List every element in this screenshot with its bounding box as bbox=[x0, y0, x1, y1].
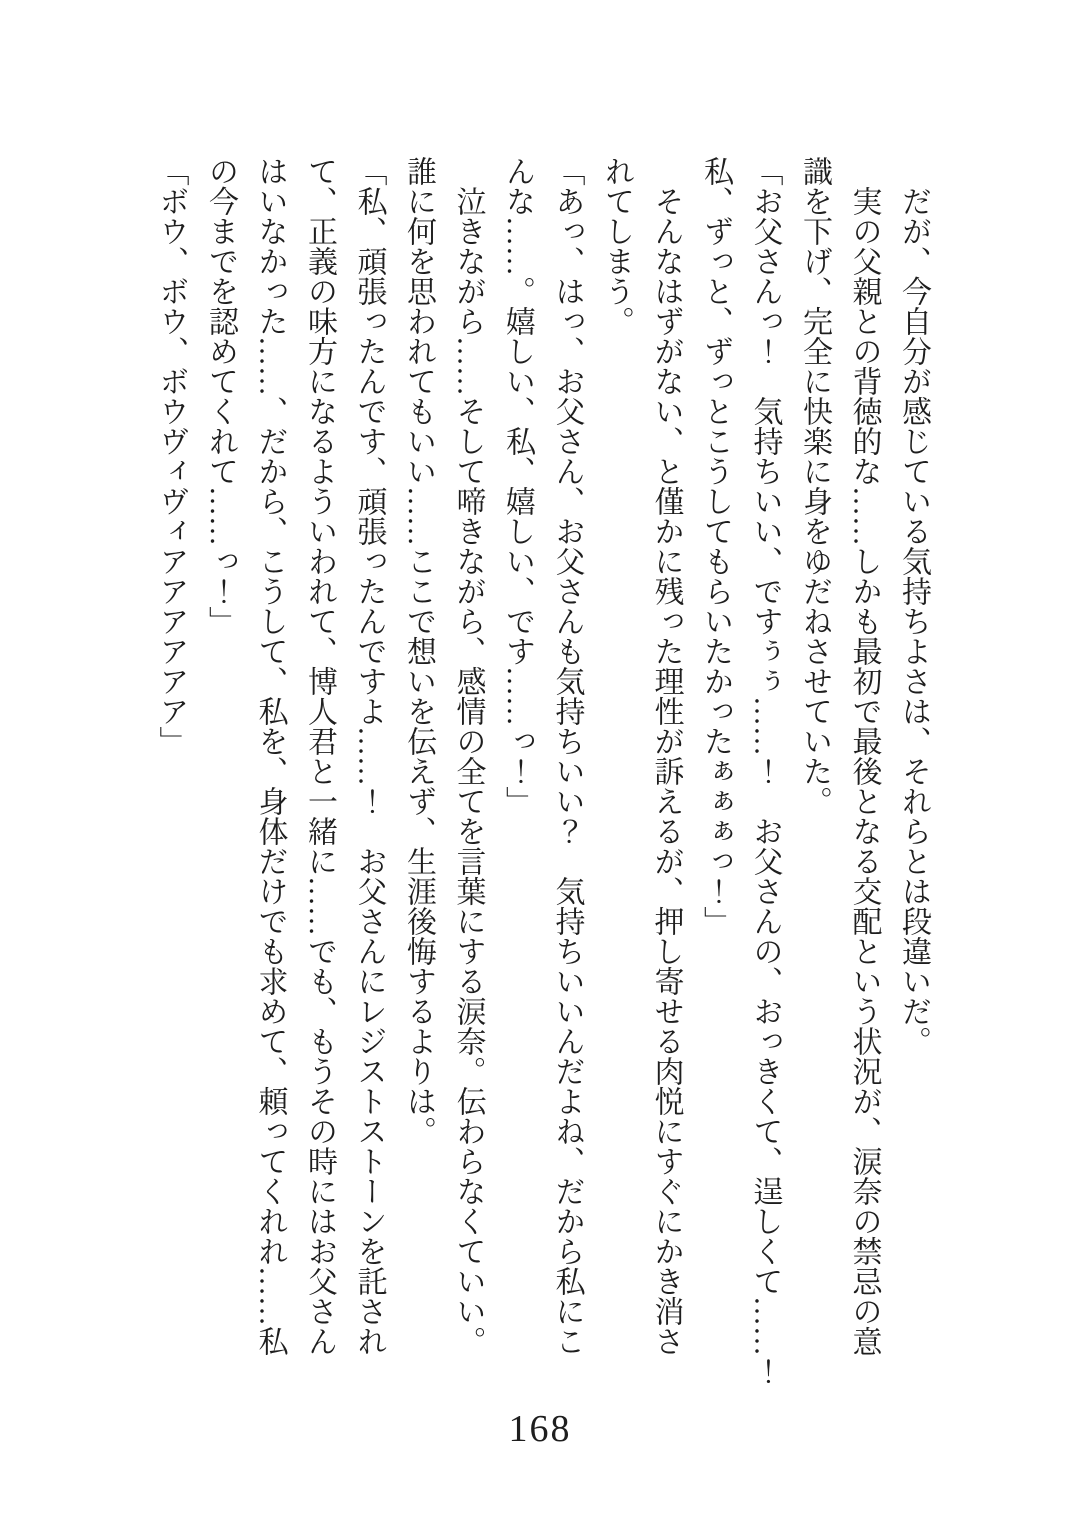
text-line: 実の父親との背徳的な……しかも最初で最後となる交配という状況が、涙奈の禁忌の意 bbox=[847, 186, 881, 1356]
text-line: はいなかった……、だから、こうして、私を、身体だけでも求めて、頼ってくれれ……私 bbox=[253, 156, 287, 1356]
text-line: だが、今自分が感じている気持ちよさは、それらとは段違いだ。 bbox=[897, 186, 930, 1056]
text-line: 「私、頑張ったんです、頑張ったんですよ……！ お父さんにレジストストーンを託され bbox=[352, 156, 386, 1356]
text-line: 泣きながら……そして啼きながら、感情の全てを言葉にする涙奈。伝わらなくていい。 bbox=[451, 186, 485, 1356]
text-line: て、正義の味方になるよういわれて、博人君と一緒に……でも、もうその時にはお父さん bbox=[303, 156, 336, 1356]
page-number: 168 bbox=[508, 1408, 572, 1450]
text-line: れてしまう。 bbox=[600, 156, 633, 336]
vertical-text-block bbox=[146, 156, 938, 1388]
text-line: 私、ずっと、ずっとこうしてもらいたかったぁぁぁっ！」 bbox=[699, 156, 732, 936]
text-line: 識を下げ、完全に快楽に身をゆだねさせていた。 bbox=[798, 156, 831, 816]
text-line: 「お父さんっ！ 気持ちいい、ですぅぅ……！ お父さんの、おっきくて、逞しくて……！ bbox=[748, 156, 782, 1386]
text-line: 「あっ、はっ、お父さん、お父さんも気持ちいい？ 気持ちいいんだよね、だから私にこ bbox=[550, 156, 584, 1356]
text-line: そんなはずがない、と僅かに残った理性が訴えるが、押し寄せる肉悦にすぐにかき消さ bbox=[649, 186, 683, 1356]
text-line: 誰に何を思われてもいい……ここで想いを伝えず、生涯後悔するよりは。 bbox=[402, 156, 435, 1146]
text-line: んな……。嬉しい、私、嬉しい、です……っ！」 bbox=[501, 156, 534, 816]
text-line: の今までを認めてくれて……っ！」 bbox=[204, 156, 237, 636]
text-line: 「ボウ、ボウ、ボウヴィヴィアアアアアア」 bbox=[154, 156, 188, 756]
